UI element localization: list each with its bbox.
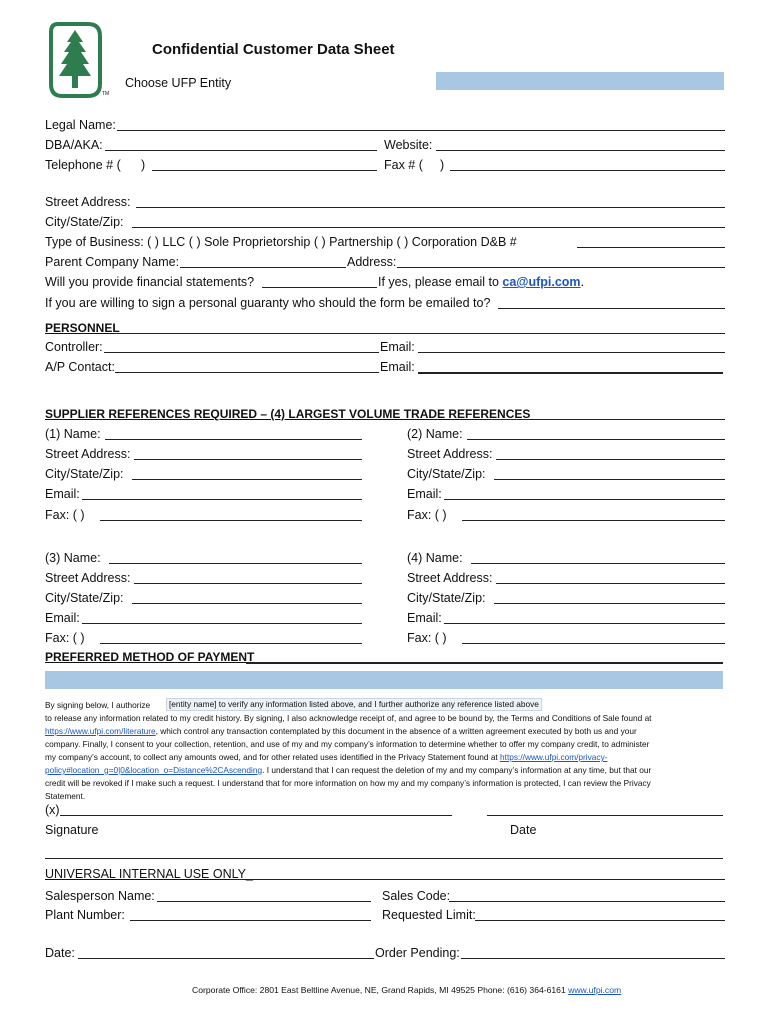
privacy-link-part1[interactable]: https://www.ufpi.com/privacy- <box>500 752 608 762</box>
internal-rule <box>230 879 725 880</box>
page-title: Confidential Customer Data Sheet <box>152 41 395 58</box>
internal-date-label: Date: <box>45 946 75 960</box>
ref4-city-field[interactable] <box>494 603 725 604</box>
ref3-email-label: Email: <box>45 611 80 625</box>
ref4-fax-label: Fax: ( ) <box>407 631 447 645</box>
ap-contact-label: A/P Contact: <box>45 360 115 374</box>
financials-field[interactable] <box>262 287 377 288</box>
ref2-street-field[interactable] <box>496 459 725 460</box>
payment-rule <box>246 662 723 664</box>
ref1-street-label: Street Address: <box>45 447 131 461</box>
ref3-street-label: Street Address: <box>45 571 131 585</box>
ref1-email-label: Email: <box>45 487 80 501</box>
personnel-heading: PERSONNEL <box>45 321 120 335</box>
requested-limit-field[interactable] <box>475 920 725 921</box>
controller-email-label: Email: <box>380 340 415 354</box>
ref2-email-field[interactable] <box>444 499 725 500</box>
auth-line-7: Statement. <box>45 791 86 801</box>
entity-label: Choose UFP Entity <box>125 76 232 90</box>
footer-address: Corporate Office: 2801 East Beltline Avenue, NE, Grand Rapids, MI 49525 Phone: (616) 364-6161 <box>192 985 569 995</box>
sales-code-field[interactable] <box>449 901 725 902</box>
order-pending-label: Order Pending: <box>375 946 460 960</box>
signature-x: (x) <box>45 803 60 817</box>
ap-email-field[interactable] <box>418 372 723 374</box>
ref1-fax-label: Fax: ( ) <box>45 508 85 522</box>
auth-line-5-text: . I understand that I can request the deletion of my and my company’s information at any time, but that our <box>262 765 652 775</box>
city-field[interactable] <box>132 227 725 228</box>
street-label: Street Address: <box>45 195 131 209</box>
signature-field[interactable] <box>60 815 452 816</box>
plant-number-label: Plant Number: <box>45 908 125 922</box>
financials-question: Will you provide financial statements? <box>45 275 255 289</box>
telephone-field[interactable] <box>152 170 377 171</box>
ref3-name-label: (3) Name: <box>45 551 101 565</box>
entity-name-field[interactable]: [entity name] to verify any information listed above, and I further authorize any reference listed above <box>166 698 542 711</box>
dba-field[interactable] <box>105 150 377 151</box>
auth-line-4 <box>45 751 607 764</box>
ref4-email-label: Email: <box>407 611 442 625</box>
tree-icon <box>48 22 104 100</box>
ref4-street-field[interactable] <box>496 583 725 584</box>
ref2-fax-label: Fax: ( ) <box>407 508 447 522</box>
ref3-fax-field[interactable] <box>100 643 362 644</box>
ref3-fax-label: Fax: ( ) <box>45 631 85 645</box>
footer-website-link[interactable]: www.ufpi.com <box>568 985 622 995</box>
ref3-city-field[interactable] <box>132 603 362 604</box>
parent-address-label: Address: <box>347 255 397 269</box>
fax-field[interactable] <box>450 170 725 171</box>
salesperson-field[interactable] <box>157 901 371 902</box>
plant-number-field[interactable] <box>130 920 371 921</box>
legal-name-field[interactable] <box>117 130 725 131</box>
fax-close: ) <box>440 158 445 172</box>
auth-line-1: to release any information related to my credit history. By signing, I also acknowledge receipt of, and agree to be bound by, the Terms and Conditions of Sale found at <box>45 713 652 723</box>
parent-company-field[interactable] <box>180 267 346 268</box>
financials-email-link[interactable]: ca@ufpi.com <box>502 275 581 289</box>
ref4-city-label: City/State/Zip: <box>407 591 486 605</box>
ref1-fax-field[interactable] <box>100 520 362 521</box>
ref1-street-field[interactable] <box>134 459 362 460</box>
references-rule <box>488 419 725 420</box>
dba-label: DBA/AKA: <box>45 138 103 152</box>
telephone-label: Telephone # ( <box>45 158 121 172</box>
auth-line-2 <box>45 725 637 738</box>
signature-label: Signature <box>45 823 99 837</box>
guaranty-question: If you are willing to sign a personal guaranty who should the form be emailed to? <box>45 296 491 310</box>
dnb-field[interactable] <box>577 247 725 248</box>
financials-if-text: If yes, please email to <box>378 275 503 289</box>
internal-date-field[interactable] <box>78 958 374 959</box>
requested-limit-label: Requested Limit: <box>382 908 476 922</box>
logo-trademark: TM <box>102 91 110 97</box>
internal-top-rule <box>45 858 723 859</box>
business-type-label: Type of Business: ( ) LLC ( ) Sole Proprietorship ( ) Partnership ( ) Corporation D&B # <box>45 235 517 249</box>
fax-label: Fax # ( <box>384 158 423 172</box>
website-label: Website: <box>384 138 433 152</box>
personnel-rule <box>114 333 725 334</box>
ref4-name-field[interactable] <box>471 563 725 564</box>
ref4-name-label: (4) Name: <box>407 551 463 565</box>
controller-label: Controller: <box>45 340 103 354</box>
footer <box>192 984 621 997</box>
financials-period: . <box>580 275 585 289</box>
ref3-name-field[interactable] <box>109 563 362 564</box>
auth-line-3: company. Finally, I consent to your collection, retention, and use of my and my company’s information to determine whether to offer my company credit, to administer <box>45 739 650 749</box>
auth-line-4-text: my company’s account, to collect any amounts owed, and for other related uses identified in the Privacy Statement found at <box>45 752 501 762</box>
ref2-city-field[interactable] <box>494 479 725 480</box>
ref2-city-label: City/State/Zip: <box>407 467 486 481</box>
ref3-city-label: City/State/Zip: <box>45 591 124 605</box>
website-field[interactable] <box>436 150 725 151</box>
auth-line-5 <box>45 764 651 777</box>
ref2-name-field[interactable] <box>467 439 725 440</box>
privacy-link-part2[interactable]: policy#location_g=0|0&location_o=Distance%2CAscending <box>45 765 263 775</box>
ap-email-label: Email: <box>380 360 415 374</box>
auth-lead: By signing below, I authorize <box>45 700 151 710</box>
telephone-close: ) <box>141 158 146 172</box>
ref1-email-field[interactable] <box>82 499 362 500</box>
ref1-city-field[interactable] <box>132 479 362 480</box>
street-field[interactable] <box>136 207 725 208</box>
date-label: Date <box>510 823 537 837</box>
literature-link[interactable]: https://www.ufpi.com/literature <box>45 726 156 736</box>
financials-instruction <box>378 275 584 289</box>
ref3-street-field[interactable] <box>134 583 362 584</box>
ref3-email-field[interactable] <box>82 623 362 624</box>
legal-name-label: Legal Name: <box>45 118 116 132</box>
ref1-name-label: (1) Name: <box>45 427 101 441</box>
salesperson-label: Salesperson Name: <box>45 889 155 903</box>
entity-dropdown[interactable] <box>436 72 724 90</box>
ref4-email-field[interactable] <box>444 623 725 624</box>
ref4-street-label: Street Address: <box>407 571 493 585</box>
auth-line-2-text: , which control any transaction contemplated by this document in the absence of a written agreement executed by both us and your <box>155 726 637 736</box>
date-field[interactable] <box>487 815 723 816</box>
references-heading: SUPPLIER REFERENCES REQUIRED – (4) LARGEST VOLUME TRADE REFERENCES <box>45 407 531 421</box>
payment-heading: PREFERRED METHOD OF PAYMENT <box>45 650 255 664</box>
sales-code-label: Sales Code: <box>382 889 451 903</box>
ref2-fax-field[interactable] <box>462 520 725 521</box>
parent-company-label: Parent Company Name: <box>45 255 180 269</box>
controller-field[interactable] <box>104 352 379 353</box>
ref4-fax-field[interactable] <box>462 643 725 644</box>
ref1-name-field[interactable] <box>105 439 362 440</box>
ref1-city-label: City/State/Zip: <box>45 467 124 481</box>
ref2-street-label: Street Address: <box>407 447 493 461</box>
internal-heading: UNIVERSAL INTERNAL USE ONLY_ <box>45 867 253 881</box>
auth-line-6: credit will be revoked if I make such a request. I understand that for more information on how my and my company’s information is protected, I can review the Privacy <box>45 778 651 788</box>
ap-contact-field[interactable] <box>115 372 379 373</box>
parent-address-field[interactable] <box>397 267 725 268</box>
city-label: City/State/Zip: <box>45 215 124 229</box>
guaranty-field[interactable] <box>498 308 725 309</box>
ref2-name-label: (2) Name: <box>407 427 463 441</box>
payment-method-field[interactable] <box>45 671 723 689</box>
controller-email-field[interactable] <box>418 352 725 353</box>
ufp-logo <box>48 22 104 100</box>
order-pending-field[interactable] <box>461 958 725 959</box>
ref2-email-label: Email: <box>407 487 442 501</box>
